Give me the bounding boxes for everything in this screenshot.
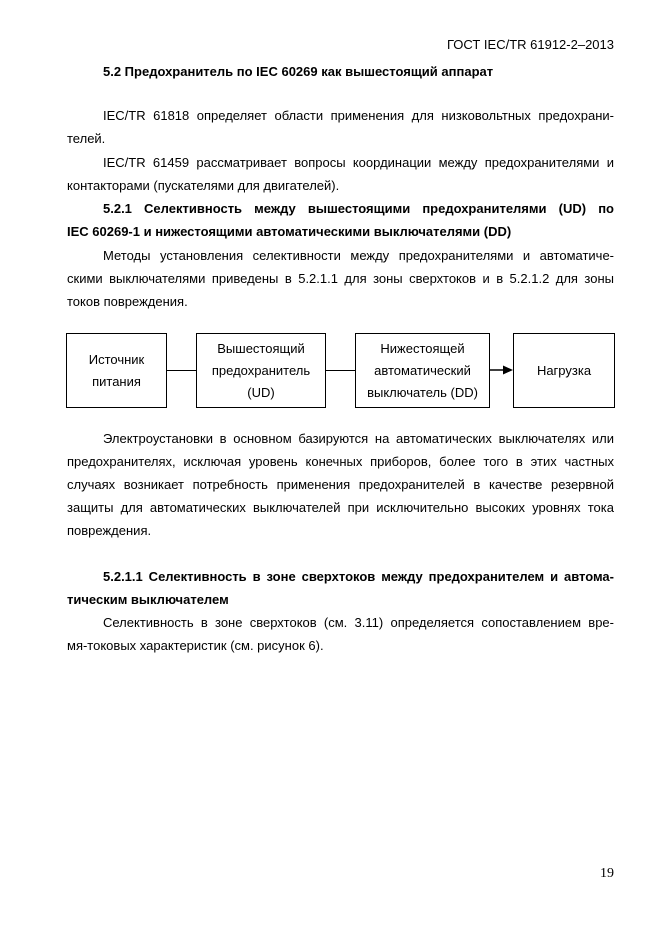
- box-text: предохранитель: [211, 362, 311, 378]
- box-text: выключатель (DD): [367, 384, 478, 400]
- section-5-2-title: 5.2 Предохранитель по IEC 60269 как вышестоящий аппарат: [103, 64, 494, 79]
- paragraph-line: токов повреждения.: [67, 294, 188, 309]
- paragraph-line: предохранителях, исключая уровень конечных приборов, более того в этих частных: [67, 454, 614, 469]
- box-text: Нижестоящей: [380, 340, 465, 356]
- paragraph-line: скими выключателями приведены в 5.2.1.1 для зоны сверхтоков и в 5.2.1.2 для зоны: [67, 271, 614, 286]
- paragraph-line: случаях возникает потребность применения предохранителей в качестве резервной: [67, 477, 614, 492]
- box-text: Нагрузка: [536, 362, 592, 378]
- paragraph-line: Методы установления селективности между предохранителями и автоматиче-: [103, 248, 614, 263]
- box-text: (UD): [247, 384, 275, 400]
- section-5-2-1-title: 5.2.1 Селективность между вышестоящими предохранителями (UD) по: [103, 201, 614, 216]
- diagram-box-load: [513, 333, 615, 408]
- box-text: питания: [92, 373, 141, 389]
- diagram-box-upstream-fuse: [196, 333, 326, 408]
- box-text: Источник: [88, 351, 145, 367]
- paragraph-line: IEC/TR 61459 рассматривает вопросы координации между предохранителями и: [103, 155, 614, 170]
- page-number: 19: [600, 866, 614, 881]
- paragraph-line: IEC/TR 61818 определяет области применения для низковольтных предохрани-: [103, 108, 614, 123]
- paragraph-line: контакторами (пускателями для двигателей).: [67, 178, 340, 193]
- section-5-2-1-1-title: 5.2.1.1 Селективность в зоне сверхтоков между предохранителем и автома-: [103, 569, 614, 584]
- section-5-2-1-title-cont: IEC 60269-1 и нижестоящими автоматическими выключателями (DD): [67, 224, 512, 239]
- diagram-box-power-source: [66, 333, 167, 408]
- paragraph-line: Электроустановки в основном базируются на автоматических выключателях или: [103, 431, 614, 446]
- box-text: автоматический: [374, 362, 471, 378]
- paragraph-line: повреждения.: [67, 523, 152, 538]
- paragraph-line: Селективность в зоне сверхтоков (см. 3.11) определяется сопоставлением вре-: [103, 615, 614, 630]
- arrow-right-icon: [490, 364, 514, 376]
- diagram-box-downstream-breaker: [355, 333, 490, 408]
- connector-line: [326, 370, 355, 371]
- paragraph-line: защиты для автоматических выключателей при исключительно высоких уровнях тока: [67, 500, 614, 515]
- paragraph-line: мя-токовых характеристик (см. рисунок 6).: [67, 638, 324, 653]
- document-header: ГОСТ IEC/TR 61912-2–2013: [446, 37, 614, 52]
- box-text: Вышестоящий: [217, 340, 305, 356]
- section-5-2-1-1-title-cont: тическим выключателем: [67, 592, 229, 607]
- paragraph-line: телей.: [67, 131, 106, 146]
- connector-line: [167, 370, 196, 371]
